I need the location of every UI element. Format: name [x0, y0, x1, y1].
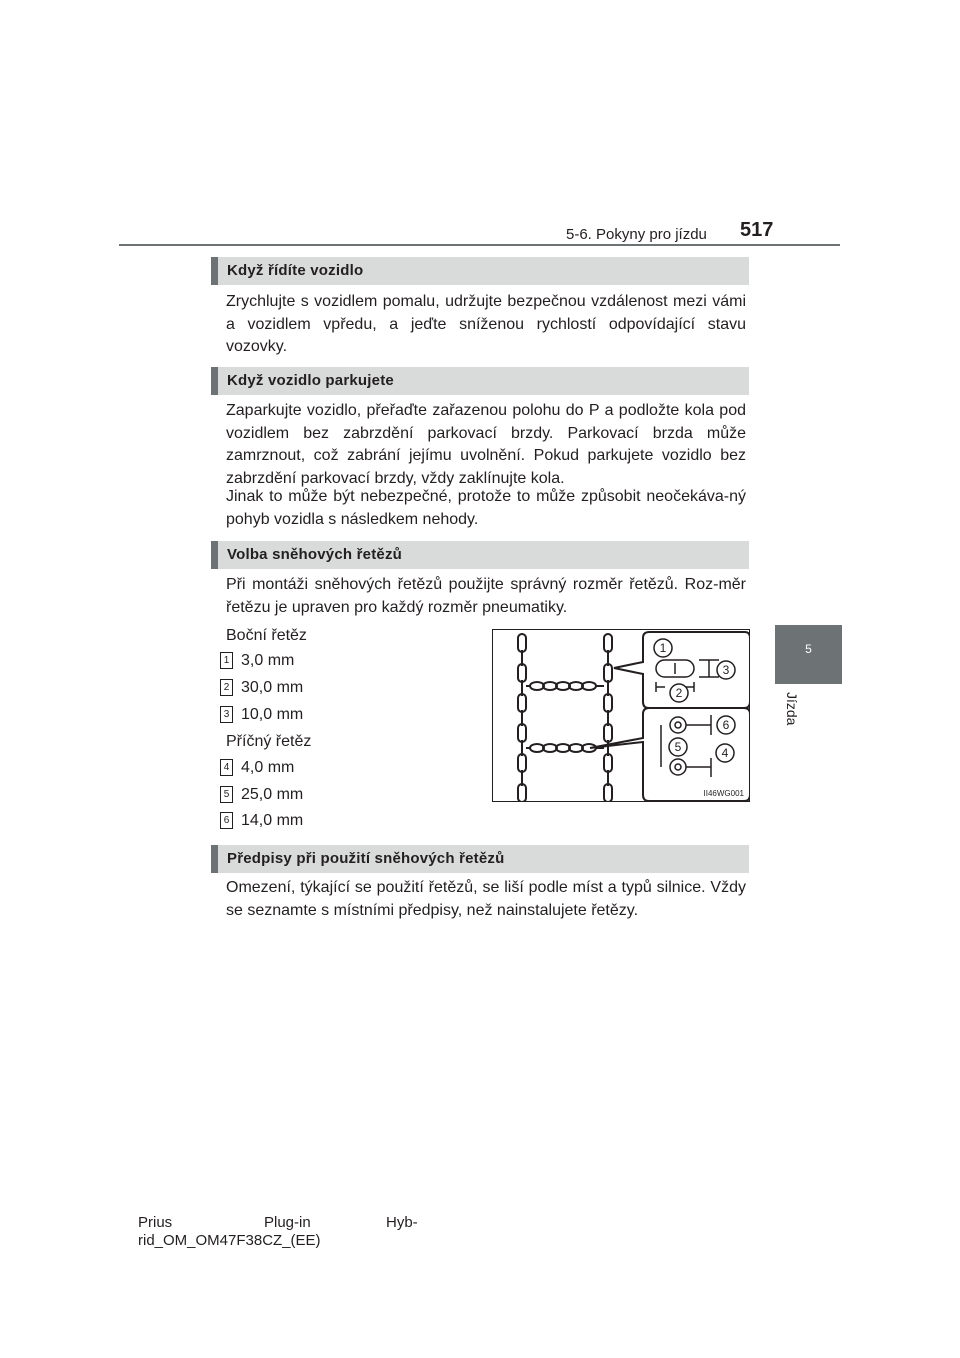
- figure-code: II46WG001: [703, 789, 744, 798]
- side-chain-label: Boční řetěz: [226, 627, 307, 644]
- spec-item: 2 30,0 mm: [220, 679, 303, 697]
- callout-number: 4: [220, 759, 233, 776]
- section-heading-parking: Když vozidlo parkujete: [211, 367, 749, 395]
- spec-item: 5 25,0 mm: [220, 786, 303, 804]
- page-number: 517: [740, 219, 774, 241]
- footer-word: Prius: [138, 1214, 173, 1231]
- chapter-tab: 5: [775, 625, 842, 684]
- callout-number: 3: [220, 706, 233, 723]
- footer-word: Hyb-: [386, 1214, 418, 1231]
- chapter-tab-label: Jízda: [784, 692, 800, 726]
- footer-word: Plug-in: [264, 1214, 311, 1231]
- callout-label: 3: [722, 663, 730, 677]
- section-text-chain-regulations: Omezení, týkající se použití řetězů, se liší podle míst a typů silnice. Vždy se seznamte s místními předpisy, než nainstalujete řetězy.: [226, 879, 746, 919]
- section-text-driving: Zrychlujte s vozidlem pomalu, udržujte bezpečnou vzdálenost mezi vámi a vozidlem vpředu, a jeďte sníženou rychlostí odpovídající stavu vozovky.: [226, 293, 746, 355]
- section-heading-chain-selection: Volba sněhových řetězů: [211, 541, 749, 569]
- snow-chain-figure: [492, 629, 750, 802]
- snow-chain-illustration: [493, 630, 750, 802]
- section-heading-driving: Když řídíte vozidlo: [211, 257, 749, 285]
- spec-item: 3 10,0 mm: [220, 706, 303, 724]
- cross-chain-label: Příčný řetěz: [226, 733, 312, 750]
- section-text-chain-selection: Při montáži sněhových řetězů použijte správný rozměr řetězů. Roz-měr řetězu je upraven pro každý rozměr pneumatiky.: [226, 576, 746, 616]
- footer-doc-id: rid_OM_OM47F38CZ_(EE): [138, 1232, 321, 1249]
- callout-label: 5: [674, 740, 682, 754]
- running-header-section: 5-6. Pokyny pro jízdu: [566, 226, 707, 243]
- callout-label: 4: [721, 746, 729, 760]
- callout-label: 1: [659, 641, 667, 655]
- section-text-parking-2: Jinak to může být nebezpečné, protože to může způsobit neočekáva-ný pohyb vozidla s následkem nehody.: [226, 488, 746, 528]
- callout-number: 2: [220, 679, 233, 696]
- section-heading-chain-regulations: Předpisy při použití sněhových řetězů: [211, 845, 749, 873]
- callout-number: 6: [220, 812, 233, 829]
- callout-label: 6: [722, 718, 730, 732]
- header-rule: [119, 244, 840, 246]
- spec-item: 4 4,0 mm: [220, 759, 294, 777]
- spec-item: 6 14,0 mm: [220, 812, 303, 830]
- callout-number: 5: [220, 786, 233, 803]
- callout-label: 2: [675, 686, 683, 700]
- callout-number: 1: [220, 652, 233, 669]
- section-text-parking: Zaparkujte vozidlo, přeřaďte zařazenou polohu do P a podložte kola pod vozidlem bez zabrzdění parkovací brzdy. Parkovací brzda může zamrznout, což zabrání jejímu uvolnění. Pokud parkujete vozidlo bez zabrzdění parkovací brzdy, vždy zaklínujte kola.: [226, 402, 746, 487]
- spec-item: 1 3,0 mm: [220, 652, 294, 670]
